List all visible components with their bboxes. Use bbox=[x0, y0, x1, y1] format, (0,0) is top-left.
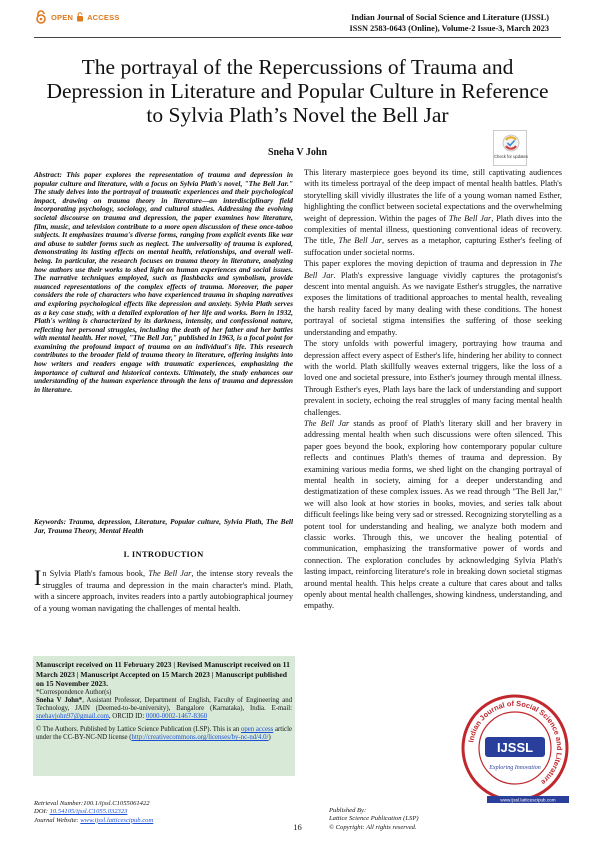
open-access-lock-icon bbox=[34, 10, 48, 24]
license-statement bbox=[36, 726, 292, 742]
license-text-start: © The Authors. Published by Lattice Science Publication (LSP). This is an bbox=[36, 726, 241, 734]
intro-text-end: , the intense story reveals the struggles of trauma and depression in the main character's mind. Plath, with a sincere approach, invites readers into a partly autobiographical journey of a young woman navigating the challenges of mental health. bbox=[34, 569, 293, 613]
logo-center-text: IJSSL bbox=[496, 740, 534, 755]
doi-label: DOI: bbox=[34, 808, 50, 816]
manuscript-info-box bbox=[33, 656, 295, 776]
intro-text-start: n Sylvia Plath's famous book, bbox=[42, 569, 149, 578]
orcid-label: , ORCID ID: bbox=[108, 713, 146, 721]
p1-text: This literary masterpiece goes beyond its time, still captivating audiences with its timeless portrayal of the deep impact of mental health battles. Plath's storytelling skill vividly illustrates the life of a young woman named Esther, highlighting the conflict between societal expectations and the overwhelming weight of depression. Within the pages of bbox=[304, 168, 562, 223]
p1-book-title-2: The Bell Jar bbox=[338, 236, 382, 246]
body-paragraph-3: The story unfolds with powerful imagery, portraying how trauma and depression affect every aspect of Esther's life, hindering her ability to connect with the world. Plath skillfully weaves external triggers, like the loss of a loved one and societal pressure, into Esther's journey through mental illness. Through Esther's eyes, Plath lays bare the lack of understanding and support prevalent in society, echoing the real struggles of many facing mental health challenges. bbox=[304, 339, 562, 417]
body-text bbox=[304, 167, 562, 612]
check-for-updates-badge[interactable] bbox=[493, 130, 527, 166]
author-affiliation bbox=[36, 697, 292, 721]
publisher-name: Lattice Science Publication (LSP) bbox=[329, 815, 419, 823]
license-url-link[interactable]: http://creativecommons.org/licenses/by-nc-nd/4.0/ bbox=[131, 734, 269, 742]
p1-book-title-1: The Bell Jar bbox=[448, 213, 492, 223]
journal-name: Indian Journal of Social Science and Literature (IJSSL) bbox=[351, 13, 549, 22]
drop-cap: I bbox=[34, 565, 42, 590]
license-text-end: ) bbox=[268, 734, 271, 742]
abstract: Abstract: This paper explores the representation of trauma and depression in popular culture and literature, with a focus on Sylvia Plath's novel, "The Bell Jar." The study delves into the portrayal of traumatic experiences and their psychological impact, drawing on trauma theory in literature—an interdisciplinary field incorporating psychology, sociology, and cultural studies. Addressing the evolving societal discourse on trauma and depression, the paper examines how literature, film, music, and television contribute to a more open discussion of these once-taboo subjects. It emphasizes trauma's diverse forms, ranging from explicit events like war and abuse to subtler forms such as neglect. The universality of trauma is explored, demonstrating its lasting effects on mental health, relationships, and overall well-being. In particular, the research focuses on trauma theory in literature, analyzing how authors use their works to shed light on human experiences and social issues. The narrative techniques employed, such as flashbacks and symbolism, provide nuanced representations of the complex effects of trauma. Moreover, the paper considers the role of characters who have experienced trauma in shaping narratives and exploring psychological effects like depression and anxiety. Sylvia Plath serves as a key case study, with a detailed exploration of her life and works. Born in 1932, Plath's writing is characterized by its darkness, intensity, and confessional nature, reflecting her personal struggles, including the death of her father and her battles with mental health. Her novel, "The Bell Jar," published in 1963, is a focal point for examining the profound impact of trauma on an individual's life. This research contributes to the broader field of trauma theory in literature, offering insights into how writers and readers engage with traumatic experiences, emphasizing the importance of cultural and historical contexts. Ultimately, the study enhances our understanding of the human experience through the lens of trauma and depression in literature. bbox=[34, 170, 293, 394]
license-text-mid: article under the CC-BY-NC-ND license ( bbox=[36, 726, 292, 742]
copyright-notice: © Copyright: All rights reserved. bbox=[329, 823, 417, 831]
keywords: Keywords: Trauma, depression, Literature, Popular culture, Sylvia Plath, The Bell Jar, Trauma Theory, Mental Health bbox=[34, 517, 293, 535]
doi-link[interactable]: 10.54105/ijssl.C1055.032323 bbox=[49, 808, 128, 816]
open-access-logo bbox=[34, 10, 120, 24]
author-email-link[interactable]: snehavjohn97@gmail.com bbox=[36, 713, 109, 721]
orcid-link[interactable]: 0000-0002-1467-8360 bbox=[145, 713, 208, 721]
correspondence-label: *Correspondence Author(s) bbox=[36, 688, 112, 696]
ijssl-journal-logo bbox=[459, 692, 571, 804]
manuscript-dates: Manuscript received on 11 February 2023 | Revised Manuscript received on 11 March 2023 | Manuscript Accepted on 15 March 2023 | Manuscript published on 15 November 2023. bbox=[36, 660, 290, 689]
affiliation-text: , Assistant Professor, Department of English, Faculty of Engineering and Technology, JAIN (Deemed-to-be-university), Bangalore (Karnataka), India. E-mail: bbox=[36, 696, 293, 712]
body-paragraph-1 bbox=[304, 167, 562, 258]
logo-website-text: www.ijssl.latticescipub.com bbox=[500, 797, 556, 803]
open-access-label-open: OPEN bbox=[51, 12, 74, 22]
header-divider bbox=[34, 37, 561, 38]
website-label: Journal Website: bbox=[34, 816, 81, 824]
logo-ring-text: Indian Journal of Social Science and Literature bbox=[466, 698, 565, 787]
introduction-paragraph bbox=[34, 565, 293, 614]
open-access-link[interactable]: open access bbox=[240, 726, 274, 734]
paper-title: The portrayal of the Repercussions of Trauma and Depression in Literature and Popular Culture in Reference to Sylvia Plath’s Novel the Bell Jar bbox=[46, 55, 549, 127]
p1-text-end: , serves as a metaphor, capturing Esther's feeling of suffocation under societal norms. bbox=[304, 236, 563, 257]
open-access-label-access: ACCESS bbox=[87, 12, 120, 22]
p4-text: stands as proof of Plath's literary skill and her bravery in addressing mental health when such discussions were often silenced. This paper goes beyond the book, exploring how contemporary popular culture reflects and continues Plath's themes of trauma and depression. By examining various media forms, we shed light on the changing portrayal of mental health in society, aiming for a deeper understanding and destigmatization of these complex issues. As we read through "The Bell Jar," we will also look at how stories in books, movies, and series talk about difficult feelings like being very sad or stressed. Recognizing storytelling as a potent tool for understanding and healing, we analyze both modern and classic works. Through this, we uncover the healing potential of communication, emphasizing the transformative power of words and connection. The exploration concludes by acknowledging Sylvia Plath's lasting impact, reinforcing literature's role in breaking down societal stigmas around mental health. This helps create a culture that cares about and talks openly about mental health challenges, showing kindness, understanding, and empathy. bbox=[304, 418, 563, 611]
journal-issn: ISSN 2583-0643 (Online), Volume-2 Issue-3, March 2023 bbox=[349, 24, 549, 33]
crossmark-icon bbox=[494, 131, 528, 167]
p2-book-title: The Bell Jar bbox=[304, 259, 562, 280]
crossmark-label: Check for updates bbox=[494, 154, 528, 159]
p1-text-mid: , Plath dives into the complexities of mental illness, questioning conventional ideas of recovery. The title, bbox=[304, 213, 562, 246]
affiliation-author-name: Sneha V John* bbox=[36, 696, 83, 704]
logo-lettering: Exploring Innovation bbox=[489, 765, 541, 771]
journal-website-link[interactable]: www.ijssl.latticescipub.com bbox=[80, 816, 154, 824]
doi-line bbox=[34, 808, 153, 816]
section-heading-introduction: I. INTRODUCTION bbox=[123, 549, 204, 559]
p4-book-title: The Bell Jar bbox=[304, 418, 350, 428]
published-by-label: Published By: bbox=[329, 807, 367, 814]
author-name: Sneha V John bbox=[267, 147, 328, 158]
intro-book-title: The Bell Jar bbox=[148, 569, 192, 578]
body-paragraph-4 bbox=[304, 418, 562, 612]
p2-text-end: . Plath's expressive language vividly captures the protagonist's descent into mental anguish. As we navigate Esther's struggles, the narrative exposes the limitations of traditional approaches to mental health, revealing the harsh reality faced by many dealing with these conditions. The honest portrayal of societal stigma intensifies the suffering of those seeking understanding and empathy. bbox=[304, 270, 563, 337]
page-number: 16 bbox=[293, 822, 302, 832]
p2-text-start: This paper explores the moving depiction of trauma and depression in bbox=[304, 259, 550, 269]
body-paragraph-2 bbox=[304, 258, 562, 338]
open-access-lock-small-icon bbox=[76, 12, 84, 22]
retrieval-number: Retrieval Number:100.1/ijssl.C1055061422 bbox=[34, 800, 150, 807]
